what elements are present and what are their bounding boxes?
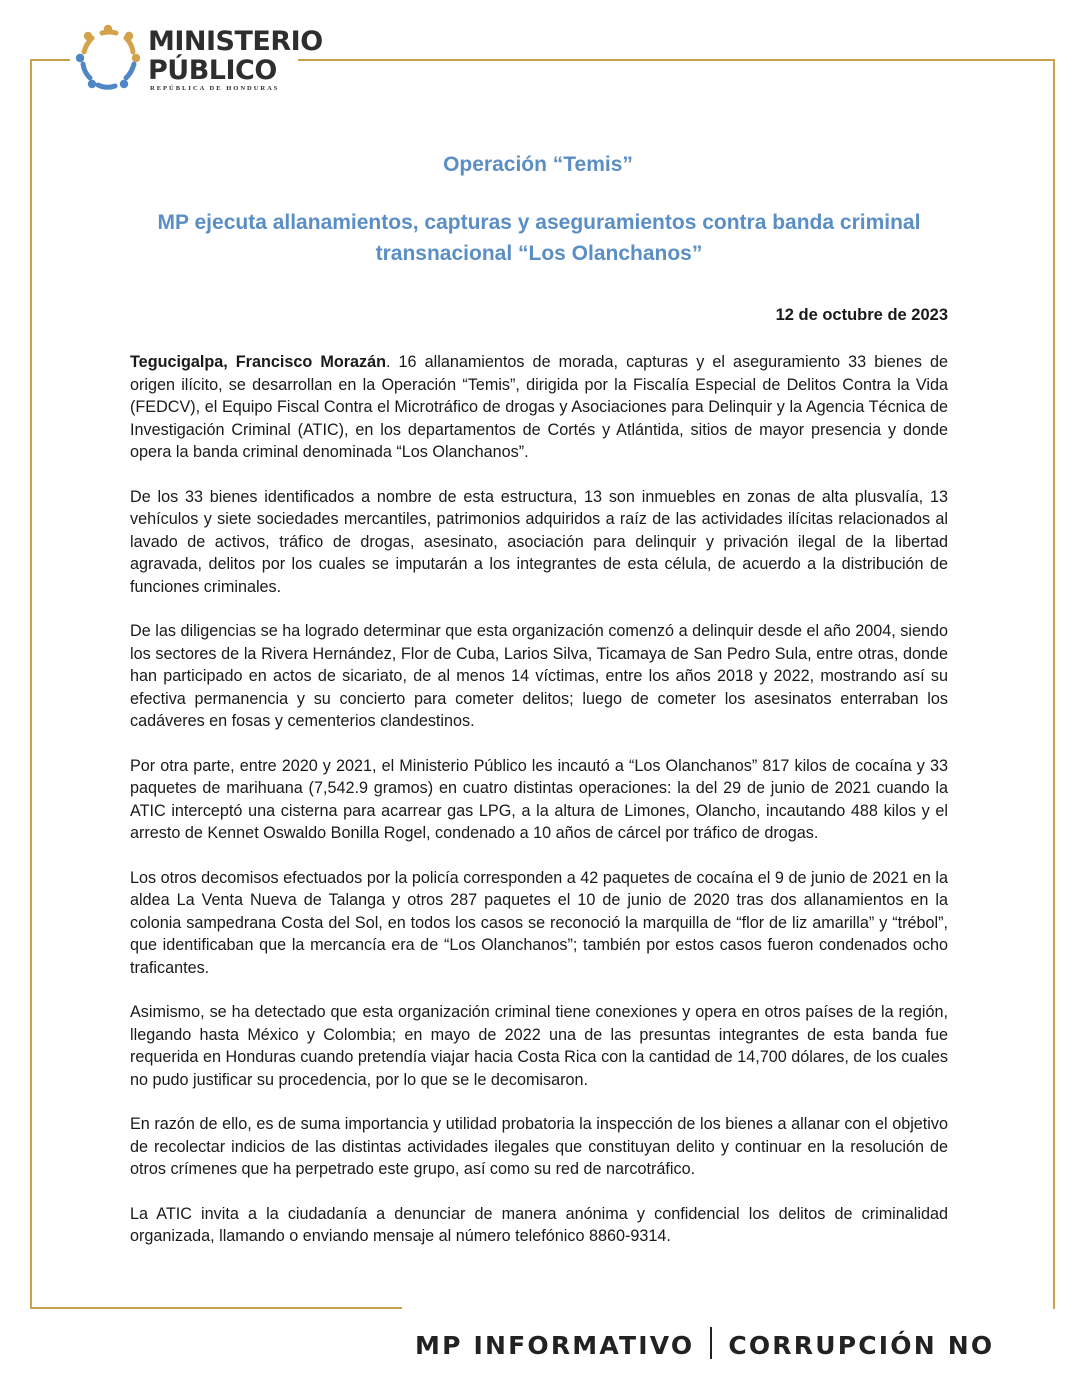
footer-separator [710, 1327, 712, 1359]
logo-wordmark-line1: MINISTERIO [148, 26, 323, 57]
footer-slogan [415, 1327, 994, 1360]
frame-border-top-right [298, 59, 1055, 61]
ministerio-publico-logo [72, 24, 323, 98]
footer-left-text: MP INFORMATIVO [415, 1331, 695, 1360]
paragraph-5: Asimismo, se ha detectado que esta organización criminal tiene conexiones y opera en otros países de la región, llegando hasta México y Colombia; en mayo de 2022 una de las presuntas integrantes de esta banda fue requerida en Honduras cuando pretendía viajar hacia Costa Rica con la cantidad de 14,700 dólares, de los cuales no pudo justificar su procedencia, por lo que se le decomisaron. [130, 1003, 948, 1089]
frame-border-top-left [30, 59, 70, 61]
paragraph-7: La ATIC invita a la ciudadanía a denunciar de manera anónima y confidencial los delitos de criminalidad organizada, llamando o enviando mensaje al número telefónico 8860-9314. [130, 1204, 948, 1245]
operation-title: Operación “Temis” [443, 153, 633, 176]
frame-border-bottom [30, 1307, 402, 1309]
logo-subtitle: REPÚBLICA DE HONDURAS [150, 85, 280, 92]
dateline: Tegucigalpa, Francisco Morazán [130, 353, 386, 371]
headline: MP ejecuta allanamientos, capturas y aseguramientos contra banda criminal transnacional “Los Olanchanos” [157, 211, 921, 265]
paragraph-1: De los 33 bienes identificados a nombre de esta estructura, 13 son inmuebles en zonas de alta plusvalía, 13 vehículos y siete sociedades mercantiles, patrimonios adquiridos a raíz de las actividades ilícitas relacionados al lavado de activos, tráfico de drogas, asesinato, asociación para delinquir y privación ilegal de la libertad agravada, delitos por los cuales se imputarán a los integrantes de esta célula, de acuerdo a la distribución de funciones criminales. [130, 487, 948, 596]
lead-paragraph [130, 351, 948, 464]
paragraph-3: Por otra parte, entre 2020 y 2021, el Ministerio Público les incautó a “Los Olanchanos” 817 kilos de cocaína y 33 paquetes de marihuana (7,542.9 gramos) en cuatro distintas operaciones: la del 29 de junio de 2021 cuando la ATIC interceptó una cisterna para acarrear gas LPG, a la altura de Limones, Olancho, incautando 488 kilos y el arresto de Kennet Oswaldo Bonilla Rogel, condenado a 10 años de cárcel por tráfico de drogas. [130, 756, 948, 842]
logo-wordmark-line2: PÚBLICO [148, 55, 277, 86]
publication-date: 12 de octubre de 2023 [775, 306, 948, 324]
frame-border-left [30, 59, 32, 1309]
people-circle-logo-icon [72, 24, 144, 96]
footer-right-text: CORRUPCIÓN NO [728, 1331, 995, 1360]
article-body [130, 351, 948, 1270]
paragraph-6: En razón de ello, es de suma importancia y utilidad probatoria la inspección de los bienes a allanar con el objetivo de recolectar indicios de las distintas actividades ilegales que constituyan delito y continuar en la resolución de otros crímenes que ha perpetrado este grupo, así como su red de narcotráfico. [130, 1115, 948, 1178]
paragraph-4: Los otros decomisos efectuados por la policía corresponden a 42 paquetes de cocaína el 9 de junio de 2021 en la aldea La Venta Nueva de Talanga y otros 287 paquetes el 10 de junio de 2020 tras dos allanamientos en la colonia sampedrana Costa del Sol, en todos los casos se reconoció la marquilla de “flor de liz amarilla” y “trébol”, que identificaban que la mercancía era de “Los Olanchanos”; también por estos casos fueron condenados ocho traficantes. [130, 868, 948, 977]
paragraph-2: De las diligencias se ha logrado determinar que esta organización comenzó a delinquir desde el año 2004, siendo los sectores de la Rivera Hernández, Flor de Cuba, Larios Silva, Ticamaya de San Pedro Sula, entre otras, donde han participado en actos de sicariato, de al menos 14 víctimas, entre los años 2018 y 2022, mostrando así su efectiva permanencia y su concierto para cometer delitos; luego de cometer los asesinatos enterraban los cadáveres en fosas y cementerios clandestinos. [130, 622, 948, 730]
lead-text: . 16 allanamientos de morada, capturas y el aseguramiento 33 bienes de origen ilícito, se desarrollan en la Operación “Temis”, dirigida por la Fiscalía Especial de Delitos Contra la Vida (FEDCV), el Equipo Fiscal Contra el Microtráfico de drogas y Asociaciones para Delinquir y la Agencia Técnica de Investigación Criminal (ATIC), en los departamentos de Cortés y Atlántida, sitios de mayor presencia y donde opera la banda criminal denominada “Los Olanchanos”. [130, 353, 948, 461]
frame-border-right [1053, 59, 1055, 1309]
